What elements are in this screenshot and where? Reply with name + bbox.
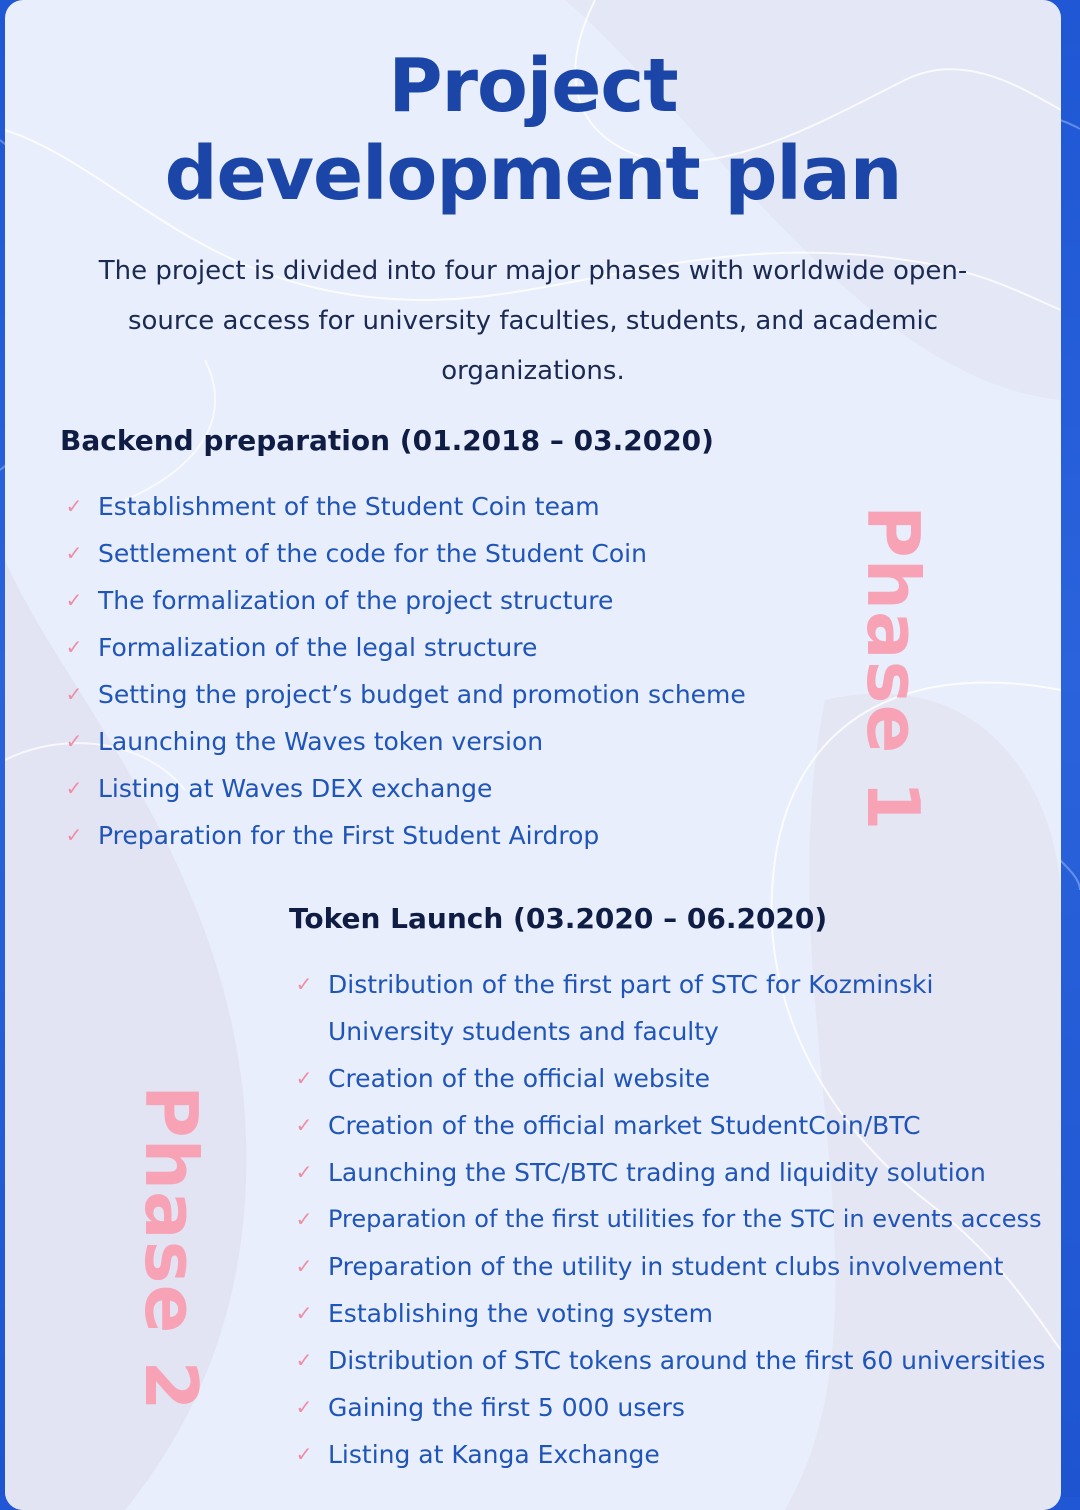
check-icon: ✓ — [295, 1254, 313, 1278]
list-item: ✓ Formalization of the legal structure — [62, 624, 746, 671]
plan-card — [5, 0, 1061, 1510]
list-item: ✓ Establishing the voting system — [292, 1290, 1032, 1337]
list-item: ✓ Gaining the first 5 000 users — [292, 1384, 1032, 1431]
check-icon: ✓ — [295, 1348, 313, 1372]
check-icon: ✓ — [295, 972, 313, 996]
page-title-line-1: Project — [388, 43, 678, 129]
check-icon: ✓ — [65, 682, 83, 706]
check-icon: ✓ — [295, 1113, 313, 1137]
list-item: ✓ Establishment of the Student Coin team — [62, 483, 746, 530]
check-icon: ✓ — [295, 1066, 313, 1090]
check-icon: ✓ — [65, 494, 83, 518]
list-item: ✓ The formalization of the project structure — [62, 577, 746, 624]
list-item: ✓ Listing at Waves DEX exchange — [62, 765, 746, 812]
list-item: ✓ Launching the Waves token version — [62, 718, 746, 765]
list-item: ✓ Launching the STC/BTC trading and liquidity solution — [292, 1149, 1032, 1196]
phase-2-label: Phase 2 — [129, 1085, 213, 1412]
check-icon: ✓ — [65, 635, 83, 659]
check-icon: ✓ — [295, 1160, 313, 1184]
list-item: ✓ Creation of the official market StudentCoin/BTC — [292, 1102, 1032, 1149]
phase-1-label: Phase 1 — [851, 505, 935, 832]
intro-text: The project is divided into four major phases with worldwide open-source access for university faculties, students, and academic organizations. — [98, 256, 968, 386]
check-icon: ✓ — [65, 588, 83, 612]
page-title-line-2: development plan — [164, 131, 902, 217]
check-icon: ✓ — [295, 1395, 313, 1419]
check-icon: ✓ — [295, 1207, 313, 1231]
list-item: ✓ Distribution of the first part of STC for Kozminski University students and faculty — [292, 961, 948, 1055]
check-icon: ✓ — [65, 776, 83, 800]
list-item: ✓ Preparation of the first utilities for the STC in events access — [292, 1196, 1032, 1243]
list-item: ✓ Settlement of the code for the Student Coin — [62, 530, 746, 577]
list-item: ✓ Creation of the official website — [292, 1055, 1032, 1102]
phase-1-title: Backend preparation (01.2018 – 03.2020) — [60, 424, 714, 457]
phase-2-list — [292, 961, 1046, 1478]
check-icon: ✓ — [65, 541, 83, 565]
list-item: ✓ Listing at Kanga Exchange — [292, 1431, 1032, 1478]
list-item: ✓ Preparation for the First Student Airdrop — [62, 812, 746, 859]
check-icon: ✓ — [65, 823, 83, 847]
check-icon: ✓ — [65, 729, 83, 753]
check-icon: ✓ — [295, 1442, 313, 1466]
phase-1-list — [62, 483, 746, 859]
list-item: ✓ Setting the project’s budget and promotion scheme — [62, 671, 746, 718]
phase-2-title: Token Launch (03.2020 – 06.2020) — [289, 902, 828, 935]
list-item: ✓ Distribution of STC tokens around the first 60 universities — [292, 1337, 1032, 1384]
check-icon: ✓ — [295, 1301, 313, 1325]
list-item: ✓ Preparation of the utility in student clubs involvement — [292, 1243, 1032, 1290]
